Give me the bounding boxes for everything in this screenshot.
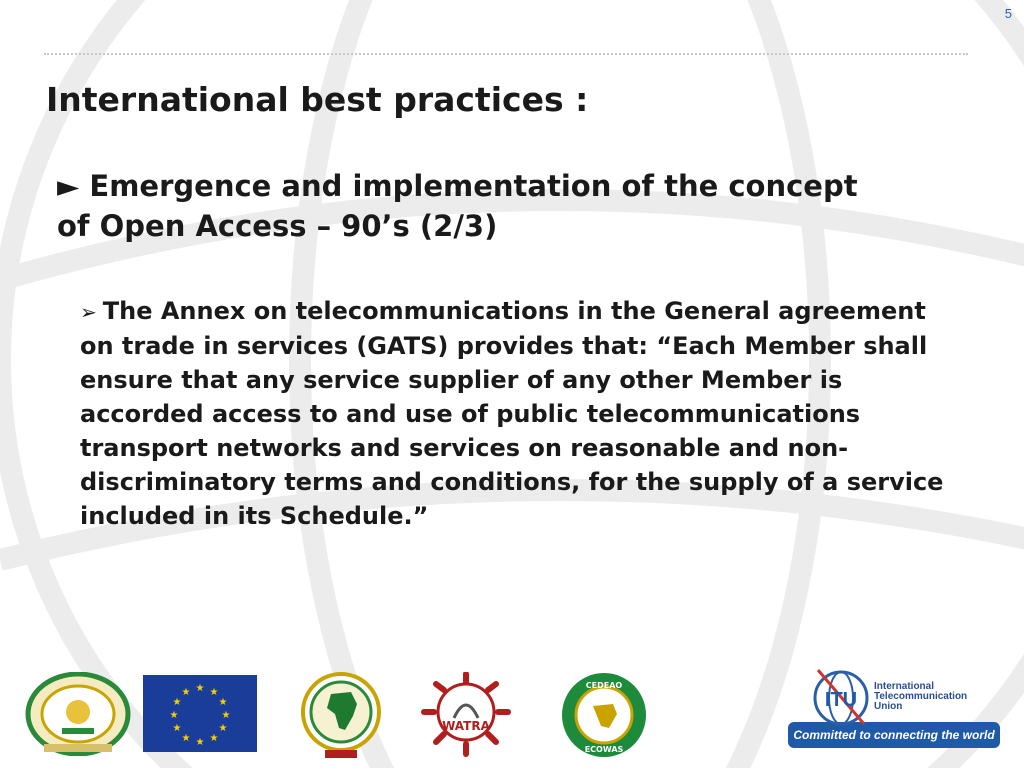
ecowas-label-top: CEDEAO bbox=[585, 681, 623, 690]
slide-title: International best practices : bbox=[46, 80, 589, 119]
svg-text:★: ★ bbox=[181, 687, 191, 698]
partner-logos-footer bbox=[0, 660, 1024, 768]
svg-text:★: ★ bbox=[169, 710, 179, 721]
svg-text:★: ★ bbox=[181, 733, 191, 744]
eu-flag-icon bbox=[143, 675, 257, 752]
itu-globe-icon bbox=[808, 664, 874, 728]
watra-logo-icon bbox=[418, 672, 514, 758]
arrow-bullet-icon: ➢ bbox=[80, 300, 97, 324]
ecowas-logo-icon bbox=[557, 672, 651, 758]
ecowas-label-bottom: ECOWAS bbox=[584, 745, 624, 754]
svg-text:★: ★ bbox=[218, 723, 228, 734]
svg-text:★: ★ bbox=[172, 723, 182, 734]
svg-text:★: ★ bbox=[195, 683, 205, 694]
itu-tagline-banner: Committed to connecting the world bbox=[788, 722, 1000, 748]
rwanda-emblem-icon bbox=[24, 672, 132, 756]
african-union-emblem-icon bbox=[295, 670, 387, 760]
itu-name-line2: Telecommunication bbox=[874, 691, 968, 702]
itu-name-line3: Union bbox=[874, 701, 903, 712]
watra-label: WATRA bbox=[442, 719, 490, 733]
svg-text:★: ★ bbox=[221, 710, 231, 721]
bullet-text: The Annex on telecommunications in the General agreement on trade in services (GATS) provides that: “Each Member shall ensure that any service supplier of any other Member is accorded access to and use of public telecommunications transport networks and services on reasonable and non-discriminatory terms and conditions, for the supply of a service included in its Schedule.” bbox=[80, 297, 944, 530]
svg-text:★: ★ bbox=[209, 687, 219, 698]
section-subheading: ► Emergence and implementation of the concept of Open Access – 90’s (2/3) bbox=[57, 169, 858, 243]
header-dotted-divider bbox=[44, 53, 968, 55]
svg-text:★: ★ bbox=[218, 697, 228, 708]
svg-text:★: ★ bbox=[172, 697, 182, 708]
svg-text:★: ★ bbox=[209, 733, 219, 744]
itu-abbr: ITU bbox=[824, 689, 858, 711]
page-number: 5 bbox=[1004, 6, 1012, 21]
bullet-paragraph bbox=[80, 294, 960, 533]
svg-text:★: ★ bbox=[195, 737, 205, 748]
itu-name-line1: International bbox=[874, 681, 935, 692]
